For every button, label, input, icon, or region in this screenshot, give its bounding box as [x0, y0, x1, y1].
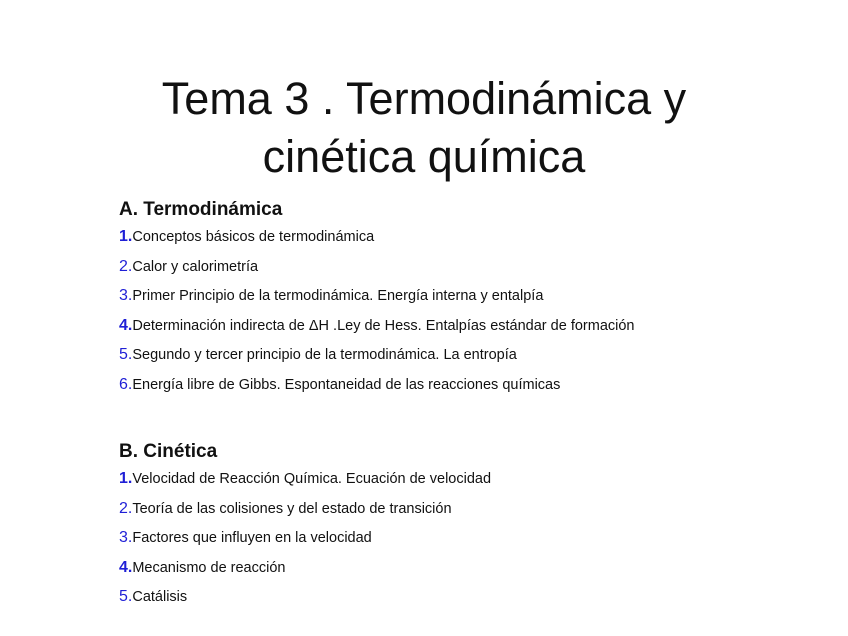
item-number: 1. [119, 228, 133, 245]
list-item [119, 558, 819, 588]
slide-title-line-2: cinética química [262, 131, 586, 182]
section-cinetica [119, 439, 819, 617]
item-text: Mecanismo de reacción [132, 559, 286, 576]
list-item [119, 528, 819, 558]
list-item [119, 345, 819, 375]
list-item [119, 469, 819, 499]
list-item [119, 499, 819, 529]
item-number: 6. [119, 375, 133, 393]
slide-title [0, 70, 848, 186]
list-item [119, 227, 819, 257]
list-item [119, 375, 819, 405]
section-heading: A. Termodinámica [119, 199, 283, 220]
item-text: Teoría de las colisiones y del estado de transición [132, 500, 452, 517]
item-text: Energía libre de Gibbs. Espontaneidad de las reacciones químicas [132, 376, 561, 393]
item-text: Determinación indirecta de ΔH .Ley de Hess. Entalpías estándar de formación [132, 317, 635, 334]
item-text: Conceptos básicos de termodinámica [132, 229, 375, 245]
item-number: 5. [119, 346, 133, 363]
slide-title-line-1: Tema 3 . Termodinámica y [161, 73, 687, 124]
item-number: 1. [119, 470, 133, 487]
item-text: Velocidad de Reacción Química. Ecuación de velocidad [132, 471, 492, 487]
item-number: 2. [119, 499, 133, 517]
item-text: Segundo y tercer principio de la termodinámica. La entropía [132, 347, 517, 363]
list-item [119, 257, 819, 287]
list-item [119, 286, 819, 316]
item-number: 4. [119, 558, 133, 576]
item-text: Primer Principio de la termodinámica. Energía interna y entalpía [132, 288, 544, 304]
item-number: 3. [119, 287, 133, 304]
item-text: Calor y calorimetría [132, 258, 259, 275]
section-termodinamica [119, 197, 819, 404]
section-heading: B. Cinética [119, 441, 218, 462]
topic-list [119, 469, 819, 617]
item-number: 3. [119, 529, 133, 546]
item-number: 4. [119, 316, 133, 334]
item-number: 2. [119, 257, 133, 275]
item-number: 5. [119, 588, 133, 605]
list-item [119, 587, 819, 617]
item-text: Factores que influyen en la velocidad [132, 530, 372, 546]
list-item [119, 316, 819, 346]
item-text: Catálisis [132, 589, 188, 605]
topic-list [119, 227, 819, 404]
